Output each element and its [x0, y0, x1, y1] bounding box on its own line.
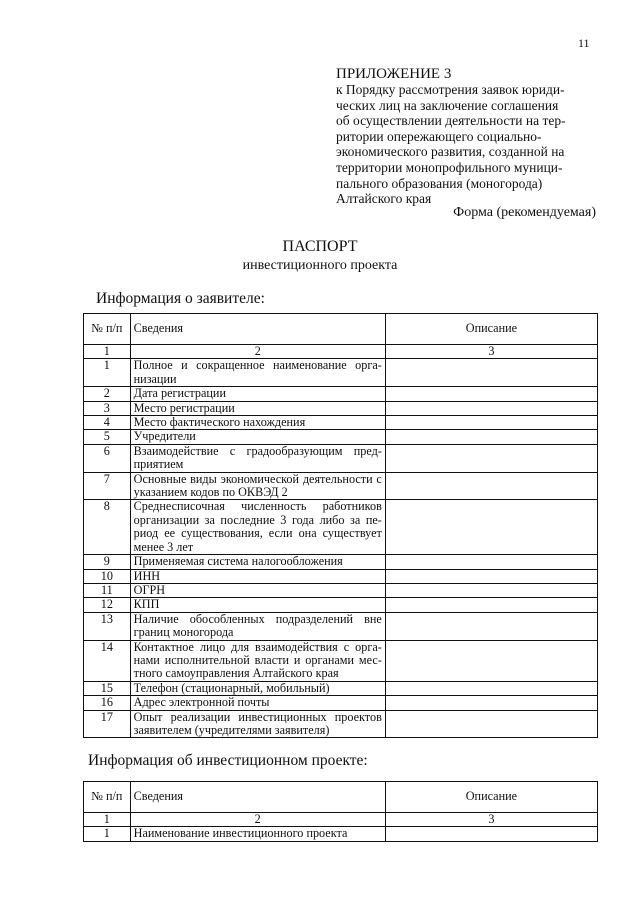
row-number: 8 — [84, 500, 131, 555]
row-number: 9 — [84, 555, 131, 569]
row-info: КПП — [130, 598, 385, 612]
row-number: 12 — [84, 598, 131, 612]
row-info: Телефон (стационарный, мобильный) — [130, 681, 385, 695]
form-label: Форма (рекомендуемая) — [453, 205, 596, 220]
table-row — [84, 430, 598, 444]
table-header-row — [84, 314, 598, 345]
project-section-heading: Информация об инвестиционном проекте: — [88, 752, 368, 769]
row-number: 4 — [84, 416, 131, 430]
row-description-cell[interactable] — [385, 430, 597, 444]
applicant-info-table — [83, 313, 598, 738]
row-number: 5 — [84, 430, 131, 444]
row-info: Контактное лицо для взаимодействия с орга-нами исполнительной власти и органами мес-тного самоуправления Алтайского края — [130, 640, 385, 681]
table-row — [84, 387, 598, 401]
table-row — [84, 612, 598, 640]
table-row — [84, 569, 598, 583]
appendix-line: территории монопрофильного муници- — [336, 159, 563, 175]
row-description-cell[interactable] — [385, 827, 597, 841]
table-row — [84, 416, 598, 430]
row-info: Полное и сокращенное наименование орга-низации — [130, 359, 385, 387]
column-index: 3 — [385, 813, 597, 827]
row-description-cell[interactable] — [385, 555, 597, 569]
page-number: 11 — [578, 36, 590, 50]
document-subtitle: инвестиционного проекта — [242, 258, 398, 273]
appendix-line: ритории опережающего социально- — [336, 128, 542, 144]
appendix-line: ческих лиц на заключение соглашения — [336, 97, 559, 113]
appendix-title: ПРИЛОЖЕНИЕ 3 — [336, 66, 452, 82]
table-row — [84, 696, 598, 710]
row-info: Место фактического нахождения — [130, 416, 385, 430]
column-index-row — [84, 345, 598, 359]
row-number: 6 — [84, 444, 131, 472]
row-info: Дата регистрации — [130, 387, 385, 401]
row-info: Наличие обособленных подразделений вне границ моногорода — [130, 612, 385, 640]
table-row — [84, 472, 598, 500]
row-number: 14 — [84, 640, 131, 681]
row-number: 1 — [84, 827, 131, 841]
table-row — [84, 710, 598, 738]
applicant-section-heading: Информация о заявителе: — [96, 290, 265, 307]
table-row — [84, 444, 598, 472]
project-info-table — [83, 781, 598, 842]
column-index: 1 — [84, 345, 131, 359]
appendix-line: к Порядку рассмотрения заявок юриди- — [336, 82, 565, 97]
column-header-num: № п/п — [84, 314, 131, 345]
row-number: 2 — [84, 387, 131, 401]
column-header-description: Описание — [385, 314, 597, 345]
row-info: Взаимодействие с градообразующим пред-приятием — [130, 444, 385, 472]
table-row — [84, 401, 598, 415]
row-number: 15 — [84, 681, 131, 695]
row-info: Учредители — [130, 430, 385, 444]
row-description-cell[interactable] — [385, 472, 597, 500]
row-description-cell[interactable] — [385, 598, 597, 612]
row-description-cell[interactable] — [385, 401, 597, 415]
row-number: 17 — [84, 710, 131, 738]
column-index: 2 — [130, 813, 385, 827]
appendix-text — [336, 82, 598, 207]
table-row — [84, 583, 598, 597]
row-description-cell[interactable] — [385, 696, 597, 710]
table-row — [84, 500, 598, 555]
row-number: 7 — [84, 472, 131, 500]
row-description-cell[interactable] — [385, 612, 597, 640]
column-index: 2 — [130, 345, 385, 359]
row-info: Место регистрации — [130, 401, 385, 415]
table-row — [84, 598, 598, 612]
row-description-cell[interactable] — [385, 640, 597, 681]
row-info: ИНН — [130, 569, 385, 583]
row-number: 10 — [84, 569, 131, 583]
column-index: 1 — [84, 813, 131, 827]
table-row — [84, 640, 598, 681]
appendix-block — [336, 66, 598, 207]
row-description-cell[interactable] — [385, 569, 597, 583]
row-description-cell[interactable] — [385, 681, 597, 695]
row-number: 11 — [84, 583, 131, 597]
table-row — [84, 359, 598, 387]
row-info: Среднесписочная численность работников организации за последние 3 года либо за пе-риод ее существования, если она существует менее 3 лет — [130, 500, 385, 555]
appendix-line: экономического развития, созданной на — [336, 144, 565, 160]
appendix-line: пального образования (моногорода) — [336, 175, 543, 191]
row-info: Применяемая система налогообложения — [130, 555, 385, 569]
row-description-cell[interactable] — [385, 500, 597, 555]
row-info: Основные виды экономической деятельности с указанием кодов по ОКВЭД 2 — [130, 472, 385, 500]
column-header-info: Сведения — [130, 314, 385, 345]
appendix-line: Алтайского края — [336, 191, 432, 207]
row-description-cell[interactable] — [385, 583, 597, 597]
table-row — [84, 827, 598, 841]
table-header-row — [84, 782, 598, 813]
row-number: 1 — [84, 359, 131, 387]
document-title: ПАСПОРТ — [282, 238, 358, 255]
row-info: Опыт реализации инвестиционных проектов заявителем (учредителями заявителя) — [130, 710, 385, 738]
row-number: 13 — [84, 612, 131, 640]
table-row — [84, 555, 598, 569]
row-info: ОГРН — [130, 583, 385, 597]
column-index: 3 — [385, 345, 597, 359]
column-header-num: № п/п — [84, 782, 131, 813]
table-row — [84, 681, 598, 695]
column-index-row — [84, 813, 598, 827]
row-description-cell[interactable] — [385, 710, 597, 738]
row-description-cell[interactable] — [385, 416, 597, 430]
row-number: 3 — [84, 401, 131, 415]
row-info: Наименование инвестиционного проекта — [130, 827, 385, 841]
appendix-line: об осуществлении деятельности на тер- — [336, 113, 566, 129]
row-description-cell[interactable] — [385, 444, 597, 472]
row-number: 16 — [84, 696, 131, 710]
column-header-info: Сведения — [130, 782, 385, 813]
column-header-description: Описание — [385, 782, 597, 813]
row-info: Адрес электронной почты — [130, 696, 385, 710]
row-description-cell[interactable] — [385, 387, 597, 401]
row-description-cell[interactable] — [385, 359, 597, 387]
